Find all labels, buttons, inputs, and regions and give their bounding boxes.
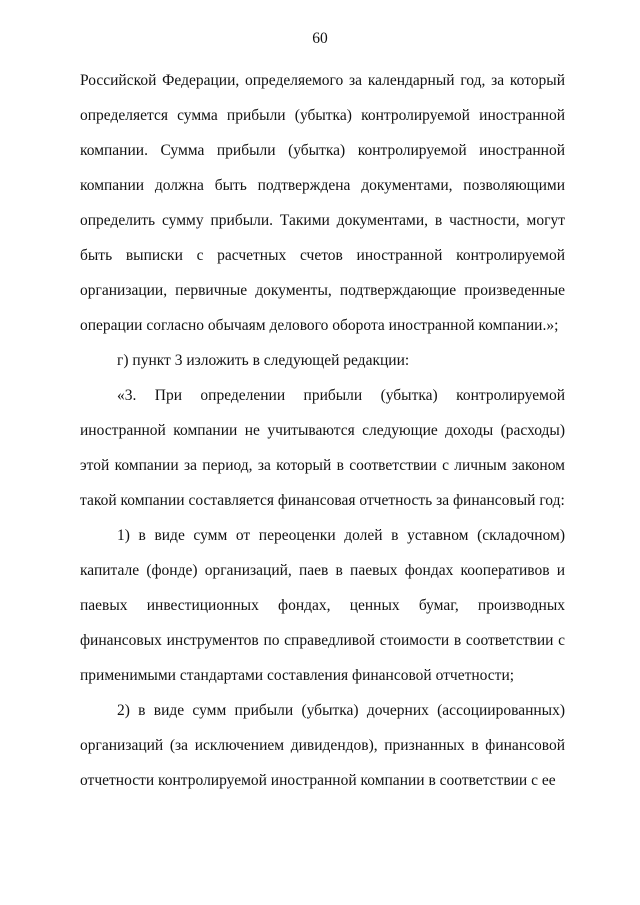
paragraph-amendment-g: г) пункт 3 изложить в следующей редакции: [117,352,410,369]
paragraph-item-2: 2) в виде сумм прибыли (убытка) дочерних (ассоциированных) организаций (за исключением дивидендов), признанных в финансовой отчетности контролируемой иностранной компании в соответствии с ее [80,702,565,789]
page-number: 60 [312,30,328,47]
paragraph-continuation: Российской Федерации, определяемого за календарный год, за который определяется сумма прибыли (убытка) контролируемой иностранной компании. Сумма прибыли (убытка) контролируемой иностранной компании должна быть подтверждена документами, позволяющими определить сумму прибыли. Такими документами, в частности, могут быть выписки с расчетных счетов иностранной контролируемой организации, первичные документы, подтверждающие произведенные операции согласно обычаям делового оборота иностранной компании.»; [80,72,565,334]
paragraph-clause-3: «3. При определении прибыли (убытка) контролируемой иностранной компании не учитываются следующие доходы (расходы) этой компании за период, за который в соответствии с личным законом такой компании составляется финансовая отчетность за финансовый год: [80,387,565,509]
document-body [80,63,565,798]
paragraph-item-1: 1) в виде сумм от переоценки долей в уставном (складочном) капитале (фонде) организаций, паев в паевых фондах кооперативов и паевых инвестиционных фондах, ценных бумаг, производных финансовых инструментов по справедливой стоимости в соответствии с применимыми стандартами составления финансовой отчетности; [80,527,565,684]
